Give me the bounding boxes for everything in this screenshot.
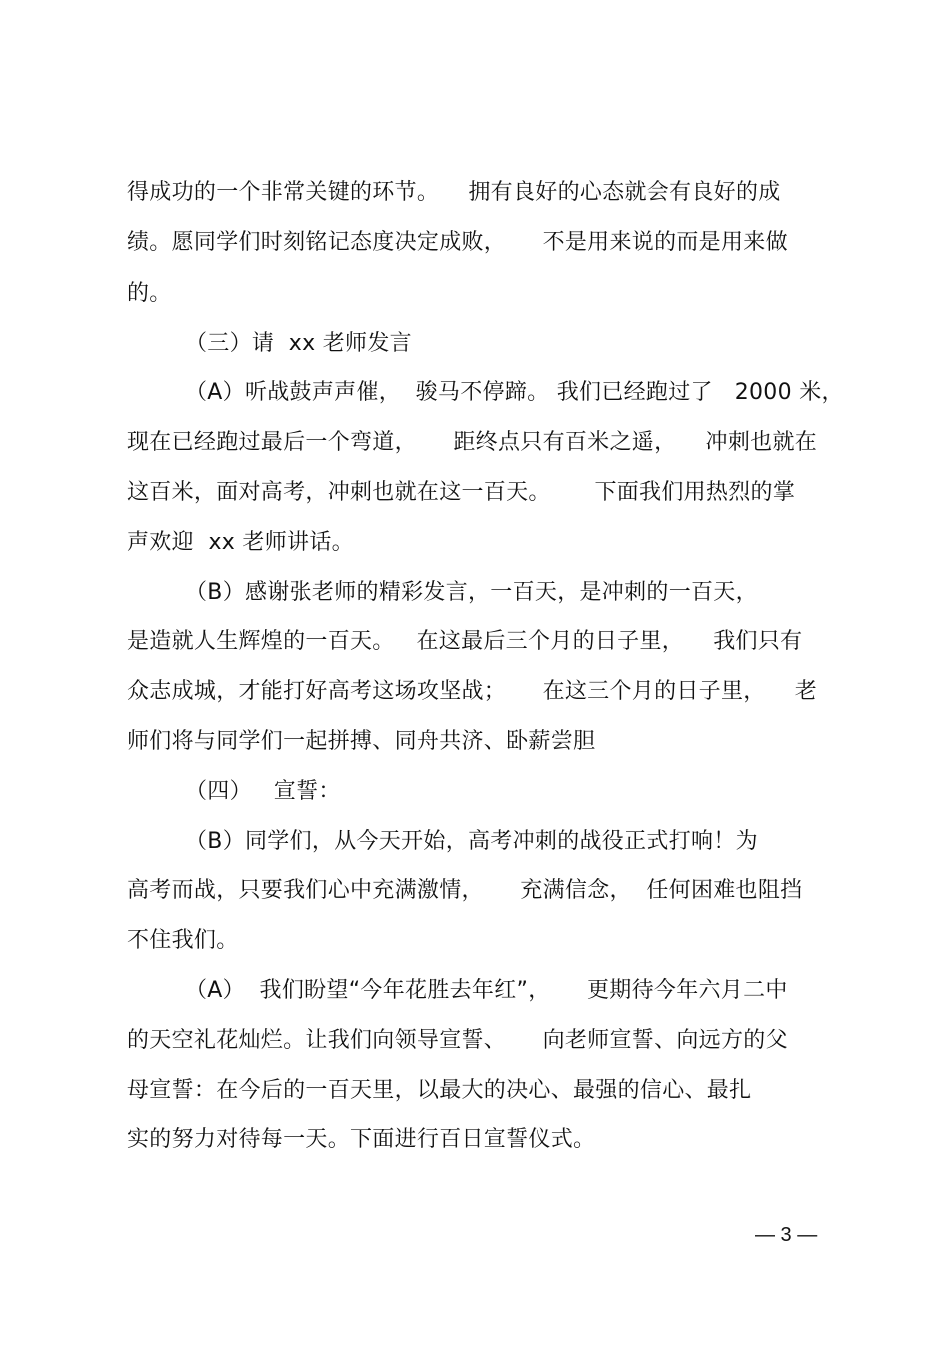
text-line: （A）听战鼓声声催， 骏马不停蹄。 我们已经跑过了 2000 米， bbox=[185, 380, 844, 405]
page-number: — 3 — bbox=[755, 1224, 818, 1246]
text-line: 实的努力对待每一天。下面进行百日宣誓仪式。 bbox=[127, 1127, 596, 1152]
text-line: 现在已经跑过最后一个弯道， 距终点只有百米之遥， 冲刺也就在 bbox=[127, 430, 818, 455]
text-line: （B）同学们，从今天开始，高考冲刺的战役正式打响！为 bbox=[185, 829, 758, 854]
text-line: 绩。愿同学们时刻铭记态度决定成败， 不是用来说的而是用来做 bbox=[127, 230, 788, 255]
text-line: 母宣誓：在今后的一百天里，以最大的决心、最强的信心、最扎 bbox=[127, 1078, 752, 1103]
text-line: 这百米，面对高考，冲刺也就在这一百天。 下面我们用热烈的掌 bbox=[127, 480, 796, 505]
text-line: 众志成城，才能打好高考这场攻坚战； 在这三个月的日子里， 老 bbox=[127, 679, 818, 704]
text-line: 声欢迎 xx 老师讲话。 bbox=[127, 530, 354, 555]
text-line: 是造就人生辉煌的一百天。 在这最后三个月的日子里， 我们只有 bbox=[127, 629, 803, 654]
section-heading: （三）请 xx 老师发言 bbox=[185, 331, 412, 356]
text-line: 高考而战，只要我们心中充满激情， 充满信念， 任何困难也阻挡 bbox=[127, 878, 803, 903]
text-line: 不住我们。 bbox=[127, 928, 239, 953]
text-line: 得成功的一个非常关键的环节。 拥有良好的心态就会有良好的成 bbox=[127, 180, 781, 205]
text-line: 的天空礼花灿烂。让我们向领导宣誓、 向老师宣誓、向远方的父 bbox=[127, 1028, 788, 1053]
text-line: 师们将与同学们一起拼搏、同舟共济、卧薪尝胆 bbox=[127, 729, 596, 754]
text-line: 的。 bbox=[127, 281, 172, 306]
text-line: （B）感谢张老师的精彩发言，一百天，是冲刺的一百天， bbox=[185, 580, 758, 605]
text-line: （A） 我们盼望“今年花胜去年红”， 更期待今年六月二中 bbox=[185, 978, 788, 1003]
section-heading: （四） 宣誓： bbox=[185, 779, 341, 804]
